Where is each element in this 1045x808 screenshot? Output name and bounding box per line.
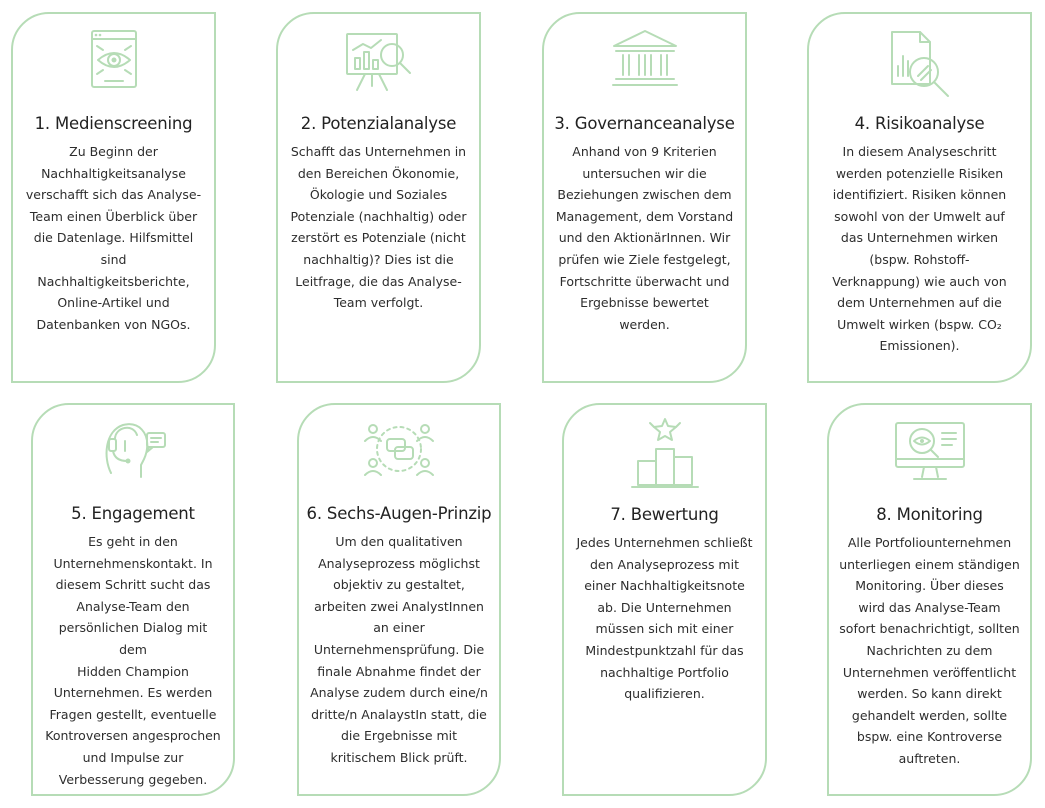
step-card-bewertung [562, 403, 767, 796]
step-card-risikoanalyse [807, 12, 1032, 383]
step-description: Zu Beginn der Nachhaltigkeitsanalyse verschafft sich das Analyse- Team einen Überblick über die Datenlage. Hilfsmittel sind Nachhaltigkeitsberichte, Online-Artikel und Datenbanken von NGOs. [25, 144, 202, 332]
step-title: 2. Potenzialanalyse [300, 114, 457, 133]
people-discussion-icon [361, 419, 437, 481]
step-description: Schafft das Unternehmen in den Bereichen Ökonomie, Ökologie und Soziales Potenziale (nachhaltig) oder zerstört es Potenziale (nicht nachhaltig)? Dies ist die Leitfrage, die das Analyse- Team verfolgt. [290, 144, 467, 311]
step-title: 7. Bewertung [610, 505, 719, 524]
headset-person-icon [97, 417, 169, 483]
step-card-potenzialanalyse [276, 12, 481, 383]
step-title: 5. Engagement [71, 504, 195, 523]
chart-magnifier-icon [343, 28, 415, 94]
step-description: Um den qualitativen Analyseprozess möglichst objektiv zu gestaltet, arbeiten zwei AnalystInnen an einer Unternehmensprüfung. Die finale Abnahme findet der Analyse zudem durch eine/n dritte/n AnalaystIn statt, die die Ergebnisse mit kritischem Blick prüft. [310, 534, 488, 765]
step-description: Jedes Unternehmen schließt den Analyseprozess mit einer Nachhaltigkeitsnote ab. Die Unternehmen müssen sich mit einer Mindestpunktzahl für das nachhaltige Portfolio qualifizieren. [576, 535, 753, 702]
step-title: 3. Governanceanalyse [554, 114, 735, 133]
step-card-governanceanalyse [542, 12, 747, 383]
step-title: 4. Risikoanalyse [854, 114, 985, 133]
institution-building-icon [610, 28, 680, 90]
step-card-monitoring [827, 403, 1032, 796]
step-card-sechs-augen-prinzip [297, 403, 501, 796]
step-title: 8. Monitoring [876, 505, 983, 524]
step-description: Alle Portfoliounternehmen unterliegen einem ständigen Monitoring. Über dieses wird das Analyse-Team sofort benachrichtigt, sollten Nachrichten zu dem Unternehmen veröffentlicht werden. So kann direkt gehandelt werden, sollte bspw. eine Kontroverse auftreten. [839, 535, 1020, 766]
document-magnifier-icon [884, 28, 956, 102]
step-card-engagement [31, 403, 235, 796]
monitor-eye-icon [892, 419, 968, 485]
step-description: Anhand von 9 Kriterien untersuchen wir die Beziehungen zwischen dem Management, dem Vorstand und den AktionärInnen. Wir prüfen wie Ziele festgelegt, Fortschritte überwacht und Ergebnisse bewertet werden. [555, 144, 734, 332]
eye-screening-icon [83, 28, 145, 90]
step-card-medienscreening [11, 12, 216, 383]
podium-star-icon [630, 417, 700, 493]
step-description: In diesem Analyseschritt werden potenzielle Risiken identifiziert. Risiken können sowohl von der Umwelt auf das Unternehmen wirken (bspw. Rohstoff- Verknappung) wie auch von dem Unternehmen auf die Umwelt wirken (bspw. CO₂ Emissionen). [832, 144, 1007, 354]
step-title: 1. Medienscreening [34, 114, 193, 133]
step-description: Es geht in den Unternehmenskontakt. In diesem Schritt sucht das Analyse-Team den persönlichen Dialog mit dem Hidden Champion Unternehmen. Es werden Fragen gestellt, eventuelle Kontroversen angesprochen und Impulse zur Verbesserung gegeben. [45, 534, 221, 787]
step-title: 6. Sechs-Augen-Prinzip [306, 504, 492, 523]
